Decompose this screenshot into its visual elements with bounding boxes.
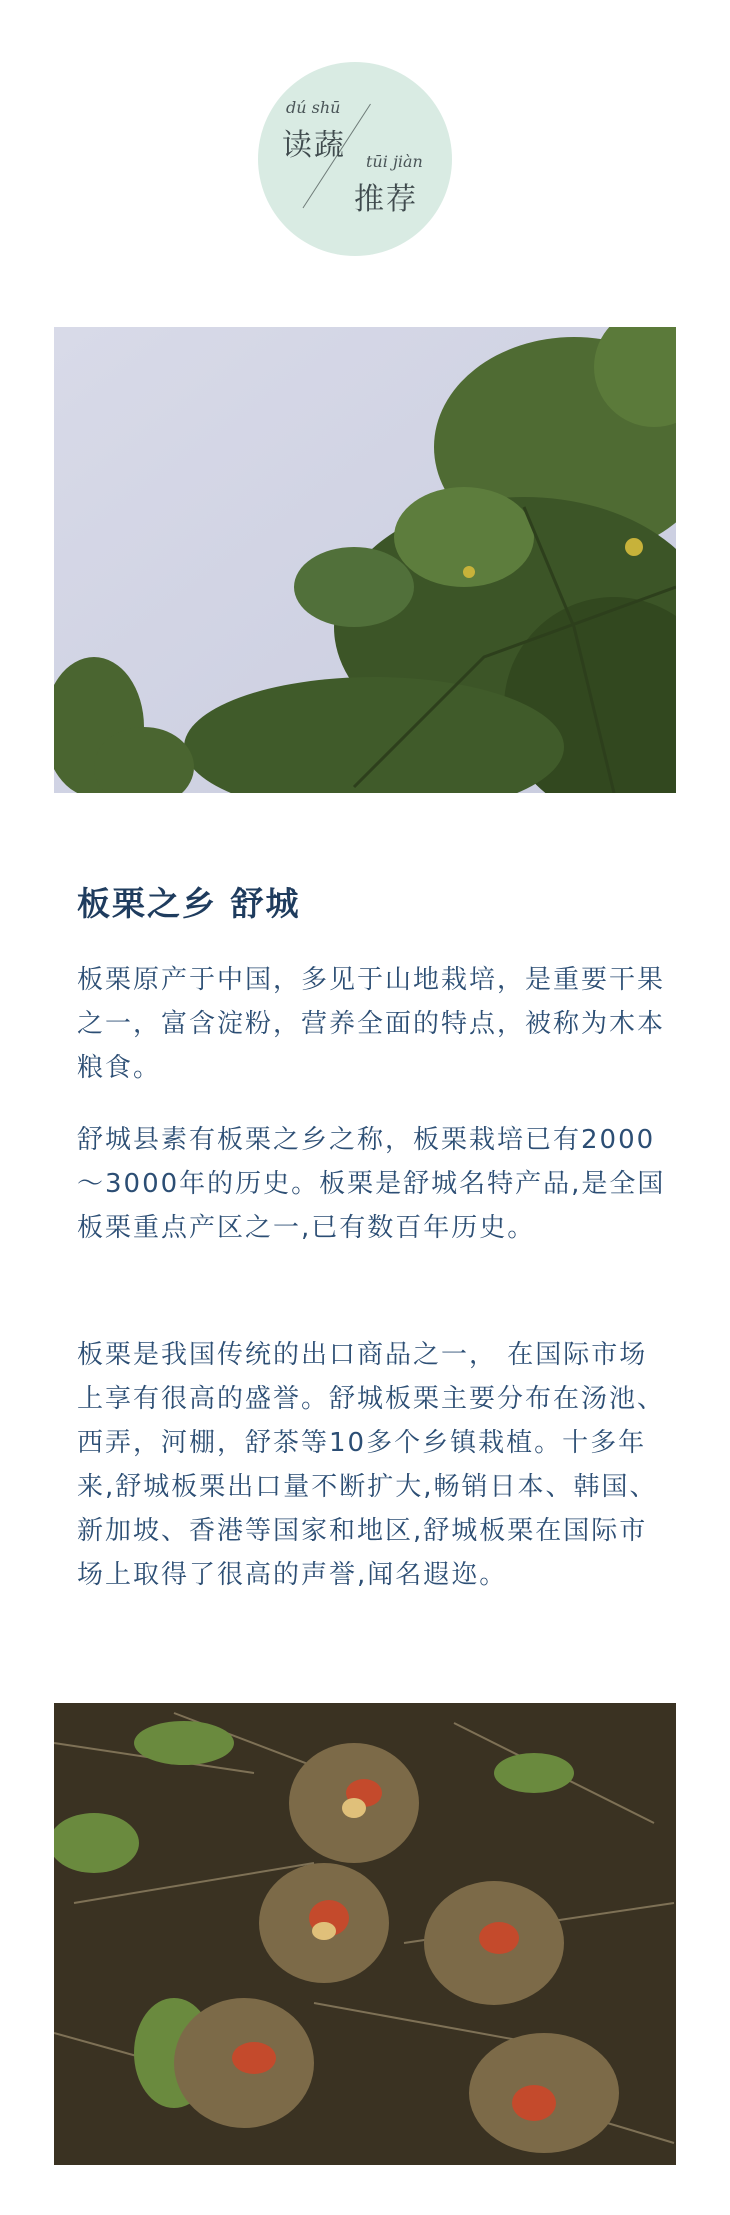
- article-paragraph-2: 舒城县素有板栗之乡之称，板栗栽培已有2000～3000年的历史。板栗是舒城名特产品,是全国板栗重点产区之一,已有数百年历史。: [77, 1125, 666, 1243]
- article-title: 板栗之乡 舒城: [77, 884, 301, 923]
- badge-hanzi-dushu: 读蔬: [282, 128, 346, 163]
- badge-pinyin-dushu: dú shū: [286, 98, 341, 117]
- article-paragraph-1: 板栗原产于中国，多见于山地栽培，是重要干果之一，富含淀粉，营养全面的特点，被称为木本粮食。: [77, 965, 666, 1083]
- chestnut-tree-photo: [54, 327, 676, 793]
- badge-hanzi-tuijian: 推荐: [354, 182, 418, 217]
- chestnut-burrs-illustration: [54, 1703, 676, 2165]
- chestnut-tree-illustration: [54, 327, 676, 793]
- article-paragraph-3: 板栗是我国传统的出口商品之一， 在国际市场上享有很高的盛誉。舒城板栗主要分布在汤池、西弄，河棚，舒茶等10多个乡镇栽植。十多年来,舒城板栗出口量不断扩大,畅销日本、韩国、新加坡、香港等国家和地区,舒城板栗在国际市场上取得了很高的声誉,闻名遐迩。: [77, 1340, 666, 1590]
- badge-pinyin-tuijian: tūi jiàn: [366, 152, 423, 171]
- header-badge: [258, 62, 452, 256]
- chestnut-burrs-photo: [54, 1703, 676, 2165]
